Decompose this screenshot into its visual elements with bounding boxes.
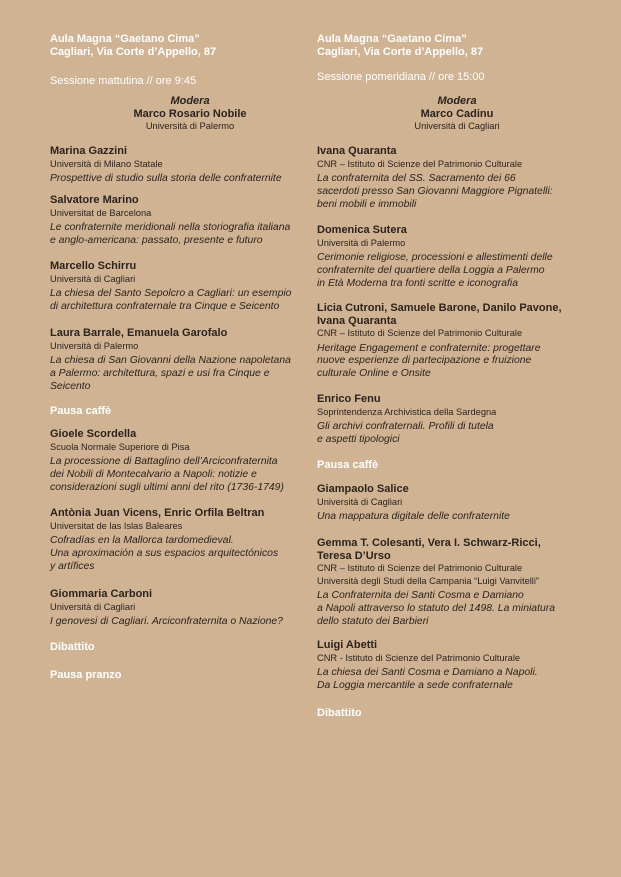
talk-title-line: Seicento xyxy=(50,380,91,392)
speaker-affiliation xyxy=(50,273,325,286)
speaker-affiliation xyxy=(50,601,325,614)
talk-title-line: sacerdoti presso San Giovanni Maggiore Pignatelli: xyxy=(317,185,553,197)
talk-title-line: La Confraternita dei Santi Cosma e Damiano xyxy=(317,590,524,601)
talk-title xyxy=(50,616,325,629)
speaker-name xyxy=(50,260,325,273)
talk-title-line: Prospettive di studio sulla storia delle confraternite xyxy=(50,173,282,184)
speaker-name xyxy=(50,194,325,207)
speaker-affiliation xyxy=(317,652,592,665)
session-time: Sessione pomeridiana // ore 15:00 xyxy=(317,71,485,83)
affiliation-line: Università di Cagliari xyxy=(317,496,403,507)
speaker-affiliation xyxy=(317,237,592,250)
speaker-name xyxy=(317,302,592,327)
break-label: Pausa caffè xyxy=(317,459,379,471)
affiliation-line: CNR - Istituto di Scienze del Patrimonio Culturale xyxy=(317,652,521,663)
speaker-affiliation xyxy=(50,520,325,533)
speaker-name xyxy=(317,393,592,406)
talk-title-line: di architettura confraternale tra Cinque e Seicento xyxy=(50,300,280,312)
talk-title xyxy=(50,535,325,573)
speaker-affiliation xyxy=(317,327,592,340)
affiliation-line: CNR – Istituto di Scienze del Patrimonio Culturale xyxy=(317,158,523,169)
talk-entry xyxy=(50,194,325,248)
talk-title xyxy=(317,343,592,381)
venue-header xyxy=(50,33,325,59)
moderator-name: Marco Cadinu xyxy=(420,107,494,120)
talk-title xyxy=(317,421,592,447)
affiliation-line: Soprintendenza Archivistica della Sardegna xyxy=(317,406,497,417)
talk-entry xyxy=(50,588,325,629)
speaker-name xyxy=(50,145,325,158)
venue-line: Aula Magna “Gaetano Cima” xyxy=(50,33,200,45)
speaker-name-line: Giampaolo Salice xyxy=(317,483,409,495)
affiliation-line: Università di Palermo xyxy=(50,340,139,351)
affiliation-line: Università degli Studi della Campania “Luigi Vanvitelli” xyxy=(317,575,540,586)
talk-title-line: beni mobili e immobili xyxy=(317,198,417,210)
session-time: Sessione mattutina // ore 9:45 xyxy=(50,75,197,87)
talk-title-line: Gli archivi confraternali. Profili di tutela xyxy=(317,421,494,432)
break-label: Dibattito xyxy=(317,707,362,719)
venue-line: Cagliari, Via Corte d’Appello, 87 xyxy=(317,46,484,58)
speaker-name-line: Salvatore Marino xyxy=(50,194,139,206)
speaker-name-line: Gemma T. Colesanti, Vera I. Schwarz-Ricci, xyxy=(317,537,541,549)
talk-title xyxy=(317,252,592,290)
talk-title xyxy=(317,511,592,524)
talk-title-line: Da Loggia mercantile a sede confraternale xyxy=(317,679,513,691)
talk-title-line: y artífices xyxy=(50,560,95,572)
venue-line: Cagliari, Via Corte d’Appello, 87 xyxy=(50,46,217,58)
speaker-name xyxy=(317,537,592,562)
affiliation-line: Università di Milano Statale xyxy=(50,158,163,169)
talk-title xyxy=(50,222,325,248)
talk-title-line: culturale Online e Onsite xyxy=(317,368,431,380)
speaker-name-line: Licia Cutroni, Samuele Barone, Danilo Pavone, xyxy=(317,302,562,314)
talk-title xyxy=(317,590,592,628)
talk-title-line: La chiesa del Santo Sepolcro a Cagliari: un esempio xyxy=(50,288,292,299)
talk-title-line: in Età Moderna tra fonti scritte e iconografia xyxy=(317,277,518,289)
speaker-affiliation xyxy=(317,562,592,587)
affiliation-line: CNR – Istituto di Scienze del Patrimonio Culturale xyxy=(317,328,523,338)
speaker-affiliation xyxy=(317,158,592,171)
talk-title-line: considerazioni sugli ultimi anni del rito (1736-1749) xyxy=(50,481,284,493)
talk-entry xyxy=(317,639,592,693)
talk-title xyxy=(50,173,325,186)
talk-title-line: e aspetti tipologici xyxy=(317,433,400,445)
speaker-name xyxy=(317,145,592,158)
talk-entry xyxy=(317,224,592,290)
speaker-name xyxy=(317,224,592,237)
talk-title xyxy=(50,288,325,314)
talk-title-line: Una aproximación a sus espacios arquitectónicos xyxy=(50,547,279,559)
talk-title-line: La chiesa di San Giovanni della Nazione napoletana xyxy=(50,355,291,366)
talk-entry xyxy=(50,327,325,393)
talk-entry xyxy=(50,428,325,494)
talk-title-line: La processione di Battaglino dell’Arciconfraternita xyxy=(50,456,278,467)
talk-entry xyxy=(317,537,592,628)
talk-title-line: La confraternita del SS. Sacramento dei 66 xyxy=(317,173,516,184)
break-label: Pausa caffè xyxy=(50,405,112,417)
talk-title xyxy=(50,456,325,494)
talk-title-line: confraternite del quartiere della Loggia a Palermo xyxy=(317,264,545,276)
talk-title-line: a Napoli attraverso lo statuto del 1498. La miniatura xyxy=(317,602,555,614)
affiliation-line: Università di Cagliari xyxy=(50,601,136,612)
speaker-name-line: Marcello Schirru xyxy=(50,260,137,272)
affiliation-line: CNR – Istituto di Scienze del Patrimonio Culturale xyxy=(317,563,523,573)
speaker-name-line: Giommaria Carboni xyxy=(50,588,153,600)
speaker-name xyxy=(50,327,325,340)
talk-title-line: Le confraternite meridionali nella storiografia italiana xyxy=(50,222,291,233)
speaker-name-line: Antònia Juan Vicens, Enric Orfila Beltran xyxy=(50,507,265,519)
talk-title xyxy=(317,667,592,693)
talk-entry xyxy=(50,507,325,573)
moderator-label: Modera xyxy=(437,95,477,107)
talk-title-line: nuove esperienze di partecipazione e fruizione xyxy=(317,355,532,367)
moderator-label: Modera xyxy=(170,95,210,107)
venue-header xyxy=(317,33,592,59)
speaker-name xyxy=(317,483,592,496)
affiliation-line: Università di Cagliari xyxy=(50,273,136,284)
talk-title-line: I genovesi di Cagliari. Arciconfraternita o Nazione? xyxy=(50,616,283,627)
moderator-affiliation: Università di Palermo xyxy=(145,121,235,131)
talk-entry xyxy=(317,483,592,524)
moderator-affiliation: Università di Cagliari xyxy=(414,121,500,131)
talk-title-line: La chiesa dei Santi Cosma e Damiano a Napoli. xyxy=(317,667,538,678)
speaker-name-line: Ivana Quaranta xyxy=(317,145,397,157)
talk-title-line: e anglo-americana: passato, presente e futuro xyxy=(50,234,263,246)
speaker-name-line: Domenica Sutera xyxy=(317,224,407,236)
talk-entry xyxy=(317,393,592,447)
talk-entry xyxy=(50,260,325,314)
talk-title-line: Una mappatura digitale delle confraternite xyxy=(317,511,510,522)
moderator-block xyxy=(317,95,597,133)
speaker-affiliation xyxy=(317,496,592,509)
talk-title-line: Heritage Engagement e confraternite: progettare xyxy=(317,342,541,354)
speaker-name xyxy=(50,428,325,441)
speaker-name-line: Teresa D’Urso xyxy=(317,549,391,562)
speaker-name xyxy=(50,588,325,601)
speaker-affiliation xyxy=(50,441,325,454)
speaker-affiliation xyxy=(50,158,325,171)
talk-title-line: dei Nobili di Montecalvario a Napoli: notizie e xyxy=(50,468,257,480)
break-label: Pausa pranzo xyxy=(50,669,122,681)
talk-title xyxy=(317,173,592,211)
talk-title-line: dello statuto dei Barbieri xyxy=(317,615,429,627)
affiliation-line: Scuola Normale Superiore di Pisa xyxy=(50,441,190,452)
affiliation-line: Universitat de las Islas Baleares xyxy=(50,520,183,531)
affiliation-line: Universitat de Barcelona xyxy=(50,207,152,218)
talk-entry xyxy=(50,145,325,186)
talk-entry xyxy=(317,302,592,381)
speaker-affiliation xyxy=(50,340,325,353)
speaker-name xyxy=(50,507,325,520)
talk-entry xyxy=(317,145,592,211)
speaker-name-line: Laura Barrale, Emanuela Garofalo xyxy=(50,327,228,339)
speaker-name-line: Enrico Fenu xyxy=(317,393,381,405)
talk-title-line: a Palermo: architettura, spazi e usi fra Cinque e xyxy=(50,367,270,379)
speaker-name-line: Gioele Scordella xyxy=(50,428,137,440)
affiliation-line: Università di Palermo xyxy=(317,237,406,248)
moderator-block xyxy=(50,95,330,133)
speaker-name xyxy=(317,639,592,652)
talk-title xyxy=(50,355,325,393)
speaker-name-line: Ivana Quaranta xyxy=(317,314,397,327)
talk-title-line: Cofradías en la Mallorca tardomedieval. xyxy=(50,535,234,546)
moderator-name: Marco Rosario Nobile xyxy=(133,107,247,120)
speaker-name-line: Marina Gazzini xyxy=(50,145,128,157)
venue-line: Aula Magna “Gaetano Cima” xyxy=(317,33,467,45)
break-label: Dibattito xyxy=(50,641,95,653)
speaker-affiliation xyxy=(50,207,325,220)
speaker-name-line: Luigi Abetti xyxy=(317,639,378,651)
talk-title-line: Cerimonie religiose, processioni e allestimenti delle xyxy=(317,252,553,263)
speaker-affiliation xyxy=(317,406,592,419)
